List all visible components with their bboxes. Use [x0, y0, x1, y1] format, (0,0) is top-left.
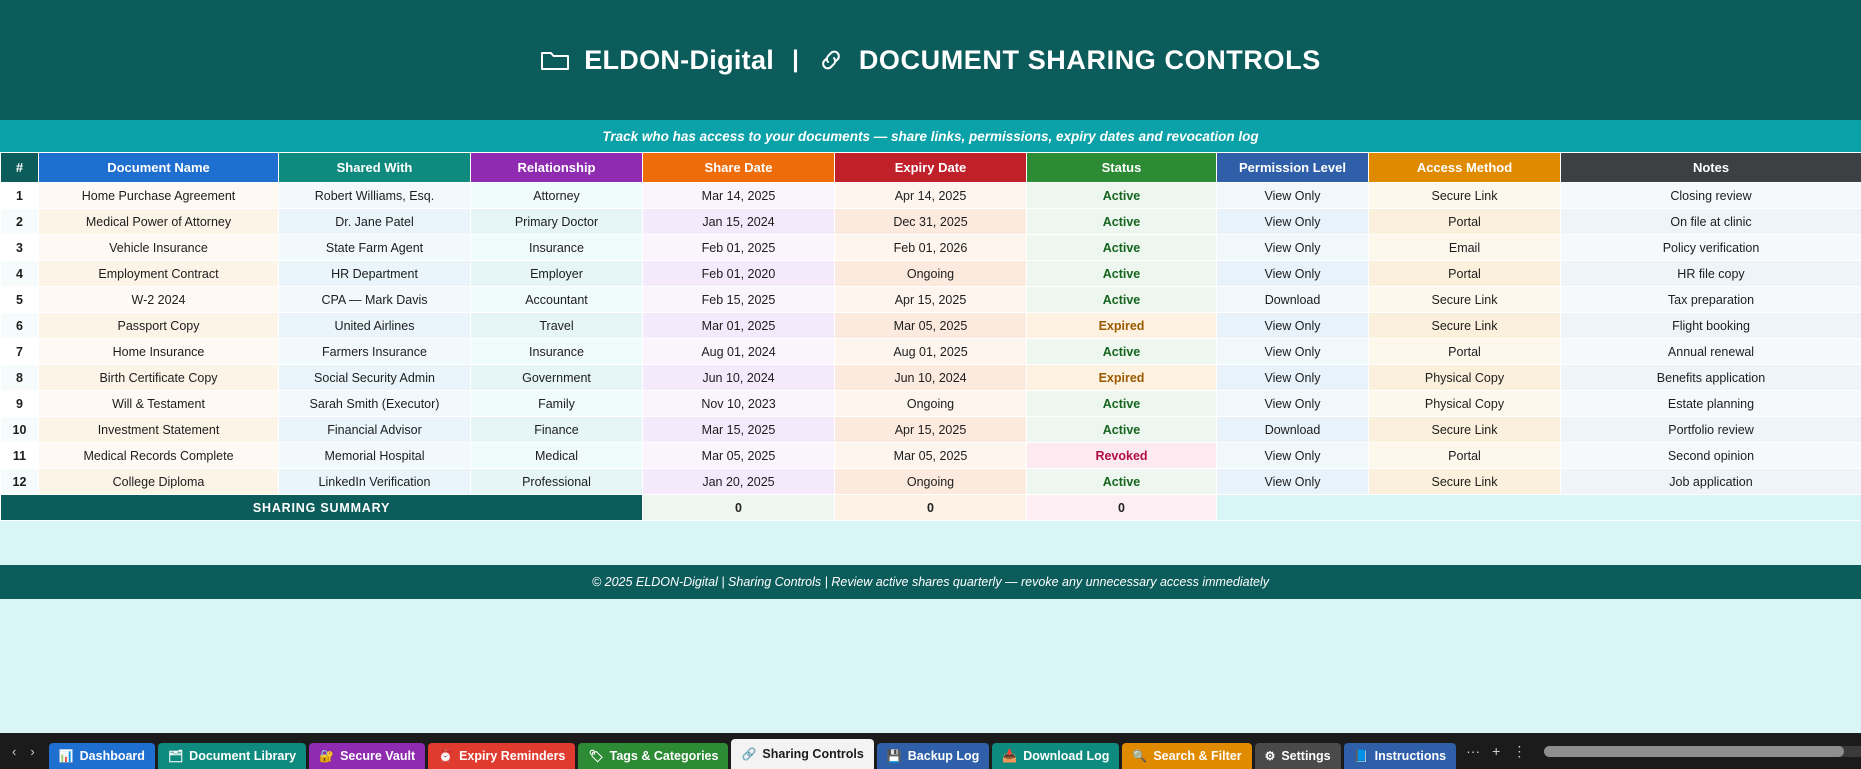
share-date[interactable]: Feb 01, 2025 — [643, 235, 835, 261]
sheet-tab-sharing-controls[interactable] — [731, 739, 873, 769]
expiry-date[interactable]: Ongoing — [835, 261, 1027, 287]
permission-level[interactable]: View Only — [1217, 443, 1369, 469]
access-method[interactable]: Email — [1369, 235, 1561, 261]
relationship[interactable]: Medical — [471, 443, 643, 469]
notes[interactable]: Portfolio review — [1561, 417, 1861, 443]
relationship[interactable]: Insurance — [471, 235, 643, 261]
notes[interactable]: Flight booking — [1561, 313, 1861, 339]
permission-level[interactable]: Download — [1217, 417, 1369, 443]
expiry-date[interactable]: Mar 05, 2025 — [835, 313, 1027, 339]
row-number[interactable]: 12 — [1, 469, 39, 495]
gear-icon: ⚙ — [1264, 749, 1276, 763]
shared-with[interactable]: Social Security Admin — [279, 365, 471, 391]
access-method[interactable]: Portal — [1369, 209, 1561, 235]
sheet-tab-download-log[interactable] — [992, 743, 1119, 769]
summary-value-2: 0 — [835, 495, 1027, 521]
row-number[interactable]: 5 — [1, 287, 39, 313]
table-row[interactable] — [1, 469, 1861, 495]
column-header[interactable]: Status — [1027, 153, 1217, 183]
share-date[interactable]: Feb 01, 2020 — [643, 261, 835, 287]
row-number[interactable]: 9 — [1, 391, 39, 417]
status-badge[interactable]: Active — [1027, 417, 1217, 443]
folder-icon: 🗂 — [167, 749, 184, 763]
permission-level[interactable]: View Only — [1217, 391, 1369, 417]
sheet-tab-label: Settings — [1281, 749, 1331, 763]
status-badge[interactable]: Active — [1027, 261, 1217, 287]
row-number[interactable]: 7 — [1, 339, 39, 365]
expiry-date[interactable]: Dec 31, 2025 — [835, 209, 1027, 235]
chart-icon: 📊 — [58, 749, 74, 763]
share-date[interactable]: Aug 01, 2024 — [643, 339, 835, 365]
sharing-table-wrap — [0, 152, 1861, 521]
document-name[interactable]: Medical Records Complete — [39, 443, 279, 469]
share-date[interactable]: Feb 15, 2025 — [643, 287, 835, 313]
table-row[interactable] — [1, 443, 1861, 469]
column-header[interactable]: Permission Level — [1217, 153, 1369, 183]
relationship[interactable]: Government — [471, 365, 643, 391]
shared-with[interactable]: Memorial Hospital — [279, 443, 471, 469]
summary-row — [1, 495, 1861, 521]
permission-level[interactable]: Download — [1217, 287, 1369, 313]
access-method[interactable]: Portal — [1369, 443, 1561, 469]
sheet-nav-arrows[interactable] — [4, 744, 49, 759]
share-date[interactable]: Jan 15, 2024 — [643, 209, 835, 235]
permission-level[interactable]: View Only — [1217, 209, 1369, 235]
notes[interactable]: Second opinion — [1561, 443, 1861, 469]
table-row[interactable] — [1, 261, 1861, 287]
page-header — [0, 0, 1861, 120]
sheet-tab-label: Dashboard — [79, 749, 145, 763]
document-name[interactable]: College Diploma — [39, 469, 279, 495]
share-date[interactable]: Mar 01, 2025 — [643, 313, 835, 339]
sheet-tab-label: Instructions — [1374, 749, 1447, 763]
sheet-tab-dashboard[interactable] — [49, 743, 155, 769]
document-name[interactable]: W-2 2024 — [39, 287, 279, 313]
status-badge[interactable]: Expired — [1027, 365, 1217, 391]
sheet-more-menu-icon[interactable]: ⋮ — [1512, 742, 1527, 759]
page-title: DOCUMENT SHARING CONTROLS — [858, 44, 1321, 75]
relationship[interactable]: Family — [471, 391, 643, 417]
status-badge[interactable]: Active — [1027, 391, 1217, 417]
table-body — [1, 183, 1861, 495]
relationship[interactable]: Employer — [471, 261, 643, 287]
column-header[interactable]: Expiry Date — [835, 153, 1027, 183]
tabbar-controls — [1456, 743, 1861, 760]
expiry-date[interactable]: Mar 05, 2025 — [835, 443, 1027, 469]
permission-level[interactable]: View Only — [1217, 261, 1369, 287]
status-badge[interactable]: Revoked — [1027, 443, 1217, 469]
table-row[interactable] — [1, 391, 1861, 417]
expiry-date[interactable]: Apr 15, 2025 — [835, 287, 1027, 313]
access-method[interactable]: Secure Link — [1369, 469, 1561, 495]
row-number[interactable]: 3 — [1, 235, 39, 261]
status-badge[interactable]: Active — [1027, 287, 1217, 313]
shared-with[interactable]: HR Department — [279, 261, 471, 287]
shared-with[interactable]: LinkedIn Verification — [279, 469, 471, 495]
expiry-date[interactable]: Ongoing — [835, 469, 1027, 495]
expiry-date[interactable]: Jun 10, 2024 — [835, 365, 1027, 391]
row-number[interactable]: 4 — [1, 261, 39, 287]
column-header[interactable]: Relationship — [471, 153, 643, 183]
document-name[interactable]: Will & Testament — [39, 391, 279, 417]
expiry-date[interactable]: Feb 01, 2026 — [835, 235, 1027, 261]
share-date[interactable]: Jan 20, 2025 — [643, 469, 835, 495]
notes[interactable]: Estate planning — [1561, 391, 1861, 417]
table-row[interactable] — [1, 365, 1861, 391]
access-method[interactable]: Secure Link — [1369, 287, 1561, 313]
table-row[interactable] — [1, 339, 1861, 365]
access-method[interactable]: Physical Copy — [1369, 365, 1561, 391]
sheet-tab-label: Search & Filter — [1153, 749, 1242, 763]
access-method[interactable]: Secure Link — [1369, 417, 1561, 443]
expiry-date[interactable]: Ongoing — [835, 391, 1027, 417]
permission-level[interactable]: View Only — [1217, 235, 1369, 261]
access-method[interactable]: Portal — [1369, 261, 1561, 287]
notes[interactable]: On file at clinic — [1561, 209, 1861, 235]
sheet-tab-document-library[interactable] — [158, 743, 306, 769]
document-name[interactable]: Home Insurance — [39, 339, 279, 365]
status-badge[interactable]: Active — [1027, 209, 1217, 235]
sharing-table — [0, 152, 1861, 521]
sheet-tab-label: Secure Vault — [340, 749, 416, 763]
link-icon: 🔗 — [741, 747, 757, 761]
row-number[interactable]: 6 — [1, 313, 39, 339]
folder-icon — [540, 48, 570, 72]
table-header-row — [1, 153, 1861, 183]
sheet-prev-icon[interactable]: ‹ — [12, 743, 17, 759]
horizontal-scrollbar[interactable] — [1544, 746, 1861, 757]
share-date[interactable]: Mar 15, 2025 — [643, 417, 835, 443]
shared-with[interactable]: Sarah Smith (Executor) — [279, 391, 471, 417]
relationship[interactable]: Insurance — [471, 339, 643, 365]
column-header[interactable]: Share Date — [643, 153, 835, 183]
sheet-tab-backup-log[interactable] — [877, 743, 990, 769]
brand-name: ELDON-Digital — [584, 44, 775, 75]
book-icon: 📘 — [1353, 749, 1369, 763]
row-number[interactable]: 8 — [1, 365, 39, 391]
download-icon: 📥 — [1002, 749, 1018, 763]
relationship[interactable]: Finance — [471, 417, 643, 443]
permission-level[interactable]: View Only — [1217, 365, 1369, 391]
add-sheet-button[interactable]: + — [1492, 743, 1501, 759]
floppy-icon: 💾 — [886, 749, 902, 763]
lock-icon: 🔐 — [319, 749, 335, 763]
table-row[interactable] — [1, 183, 1861, 209]
notes[interactable]: Benefits application — [1561, 365, 1861, 391]
sheet-tab-tags-categories[interactable] — [578, 743, 728, 769]
shared-with[interactable]: Financial Advisor — [279, 417, 471, 443]
header-separator: | — [792, 46, 799, 73]
table-row[interactable] — [1, 287, 1861, 313]
permission-level[interactable]: View Only — [1217, 339, 1369, 365]
share-date[interactable]: Mar 14, 2025 — [643, 183, 835, 209]
sheet-tab-label: Backup Log — [907, 749, 980, 763]
tag-icon: 🏷 — [588, 749, 604, 763]
sheet-tab-secure-vault[interactable] — [309, 743, 425, 769]
scrollbar-thumb[interactable] — [1544, 746, 1844, 757]
notes[interactable]: Annual renewal — [1561, 339, 1861, 365]
relationship[interactable]: Accountant — [471, 287, 643, 313]
sheet-tab-label: Expiry Reminders — [459, 749, 566, 763]
status-badge[interactable]: Active — [1027, 339, 1217, 365]
notes[interactable]: Tax preparation — [1561, 287, 1861, 313]
status-badge[interactable]: Expired — [1027, 313, 1217, 339]
sheet-tab-label: Sharing Controls — [762, 747, 864, 761]
summary-blank — [1217, 495, 1861, 521]
document-name[interactable]: Medical Power of Attorney — [39, 209, 279, 235]
column-header[interactable]: Shared With — [279, 153, 471, 183]
alarm-icon: ⏰ — [438, 749, 454, 763]
access-method[interactable]: Physical Copy — [1369, 391, 1561, 417]
summary-value-1: 0 — [643, 495, 835, 521]
permission-level[interactable]: View Only — [1217, 313, 1369, 339]
table-row[interactable] — [1, 235, 1861, 261]
document-name[interactable]: Home Purchase Agreement — [39, 183, 279, 209]
document-name[interactable]: Birth Certificate Copy — [39, 365, 279, 391]
tab-overflow-icon[interactable]: ··· — [1466, 743, 1481, 759]
table-footer — [1, 495, 1861, 521]
shared-with[interactable]: CPA — Mark Davis — [279, 287, 471, 313]
column-header[interactable]: Notes — [1561, 153, 1861, 183]
column-header[interactable]: Access Method — [1369, 153, 1561, 183]
subtitle-bar: Track who has access to your documents — share links, permissions, expiry dates and revocation log — [0, 120, 1861, 152]
share-date[interactable]: Nov 10, 2023 — [643, 391, 835, 417]
sheet-tab-label: Tags & Categories — [609, 749, 719, 763]
relationship[interactable]: Professional — [471, 469, 643, 495]
sheet-tab-expiry-reminders[interactable] — [428, 743, 575, 769]
share-date[interactable]: Jun 10, 2024 — [643, 365, 835, 391]
column-header[interactable]: # — [1, 153, 39, 183]
table-row[interactable] — [1, 313, 1861, 339]
document-name[interactable]: Vehicle Insurance — [39, 235, 279, 261]
expiry-date[interactable]: Apr 15, 2025 — [835, 417, 1027, 443]
row-number[interactable]: 11 — [1, 443, 39, 469]
expiry-date[interactable]: Apr 14, 2025 — [835, 183, 1027, 209]
relationship[interactable]: Primary Doctor — [471, 209, 643, 235]
permission-level[interactable]: View Only — [1217, 469, 1369, 495]
sheet-tab-label: Document Library — [189, 749, 297, 763]
permission-level[interactable]: View Only — [1217, 183, 1369, 209]
access-method[interactable]: Secure Link — [1369, 183, 1561, 209]
notes[interactable]: HR file copy — [1561, 261, 1861, 287]
status-badge[interactable]: Active — [1027, 183, 1217, 209]
relationship[interactable]: Attorney — [471, 183, 643, 209]
sheet-next-icon[interactable]: › — [30, 743, 35, 759]
link-icon — [817, 48, 845, 72]
row-number[interactable]: 1 — [1, 183, 39, 209]
sheet-tab-settings[interactable] — [1255, 743, 1341, 769]
row-number[interactable]: 2 — [1, 209, 39, 235]
notes[interactable]: Closing review — [1561, 183, 1861, 209]
status-badge[interactable]: Active — [1027, 235, 1217, 261]
search-icon: 🔍 — [1132, 749, 1148, 763]
table-row[interactable] — [1, 209, 1861, 235]
relationship[interactable]: Travel — [471, 313, 643, 339]
row-number[interactable]: 10 — [1, 417, 39, 443]
shared-with[interactable]: Farmers Insurance — [279, 339, 471, 365]
shared-with[interactable]: Dr. Jane Patel — [279, 209, 471, 235]
share-date[interactable]: Mar 05, 2025 — [643, 443, 835, 469]
access-method[interactable]: Secure Link — [1369, 313, 1561, 339]
summary-label: SHARING SUMMARY — [1, 495, 643, 521]
notes[interactable]: Policy verification — [1561, 235, 1861, 261]
sheet-tab-search-filter[interactable] — [1122, 743, 1251, 769]
notes[interactable]: Job application — [1561, 469, 1861, 495]
sheet-tab-instructions[interactable] — [1344, 743, 1457, 769]
document-name[interactable]: Employment Contract — [39, 261, 279, 287]
column-header[interactable]: Document Name — [39, 153, 279, 183]
sheet-tab-label: Download Log — [1023, 749, 1110, 763]
access-method[interactable]: Portal — [1369, 339, 1561, 365]
shared-with[interactable]: Robert Williams, Esq. — [279, 183, 471, 209]
shared-with[interactable]: United Airlines — [279, 313, 471, 339]
status-badge[interactable]: Active — [1027, 469, 1217, 495]
table-row[interactable] — [1, 417, 1861, 443]
sheet-tab-bar — [0, 733, 1861, 769]
shared-with[interactable]: State Farm Agent — [279, 235, 471, 261]
document-name[interactable]: Investment Statement — [39, 417, 279, 443]
expiry-date[interactable]: Aug 01, 2025 — [835, 339, 1027, 365]
summary-value-3: 0 — [1027, 495, 1217, 521]
document-name[interactable]: Passport Copy — [39, 313, 279, 339]
sheet-tabs — [49, 733, 1456, 769]
footer-note: © 2025 ELDON-Digital | Sharing Controls | Review active shares quarterly — revoke any unnecessary access immediately — [0, 565, 1861, 599]
